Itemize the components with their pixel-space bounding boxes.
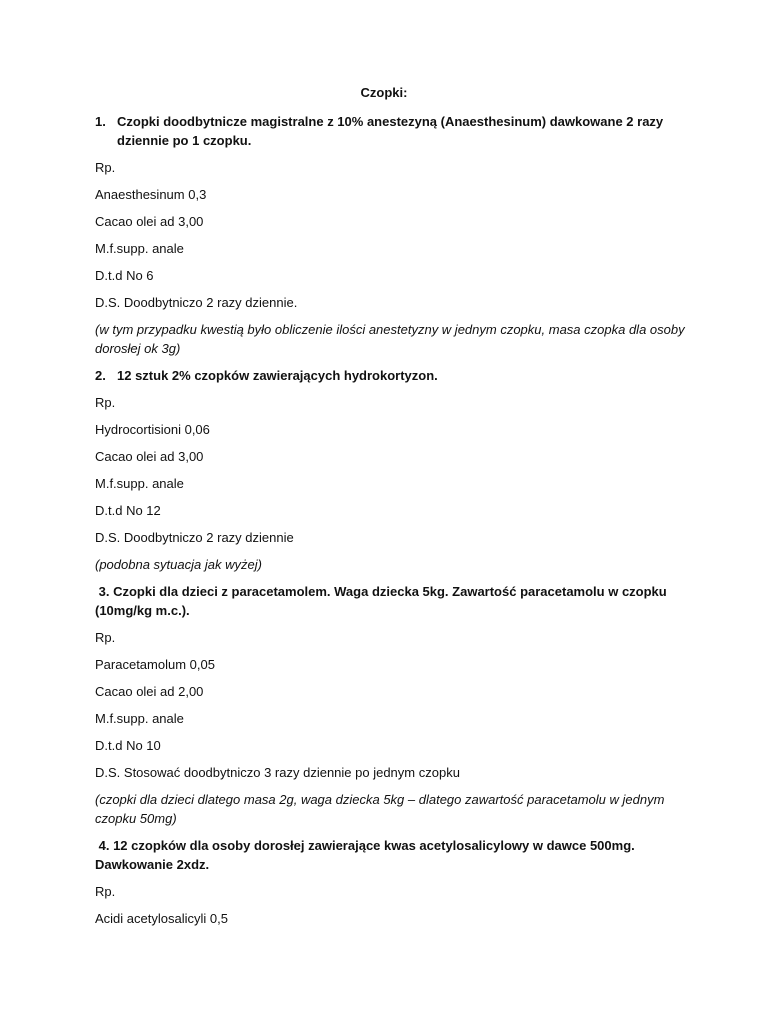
- rx-line: M.f.supp. anale: [95, 476, 184, 491]
- item-number: 1.: [95, 114, 106, 129]
- rx-line: M.f.supp. anale: [95, 711, 184, 726]
- item-note: (w tym przypadku kwestią było obliczenie ilości anestetyzny w jednym czopku, masa czopka dla osoby dorosłej ok 3g): [95, 322, 685, 356]
- rx-line: Rp.: [95, 884, 116, 899]
- rx-line: Acidi acetylosalicyli 0,5: [95, 911, 228, 926]
- item-note: (czopki dla dzieci dlatego masa 2g, waga dziecka 5kg – dlatego zawartość paracetamolu w jednym czopku 50mg): [95, 792, 665, 826]
- rx-line: Cacao olei ad 3,00: [95, 449, 204, 464]
- item-heading-text: Czopki doodbytnicze magistralne z 10% anestezyną (Anaesthesinum) dawkowane 2 razy dziennie po 1 czopku.: [117, 114, 664, 148]
- item-heading-text: 3. Czopki dla dzieci z paracetamolem. Waga dziecka 5kg. Zawartość paracetamolu w czopku (10mg/kg m.c.).: [95, 584, 671, 618]
- item-heading-text: 12 sztuk 2% czopków zawierających hydrokortyzon.: [117, 368, 438, 383]
- item-note: (podobna sytuacja jak wyżej): [95, 557, 262, 572]
- rx-line: Paracetamolum 0,05: [95, 657, 215, 672]
- document-title: Czopki:: [360, 85, 408, 100]
- prescription-item-1: [95, 112, 685, 358]
- rx-line: D.S. Doodbytniczo 2 razy dziennie.: [95, 295, 298, 310]
- rx-line: D.t.d No 6: [95, 268, 154, 283]
- rx-line: Rp.: [95, 160, 116, 175]
- prescription-item-3: [95, 582, 685, 828]
- rx-line: Rp.: [95, 630, 116, 645]
- rx-line: D.t.d No 12: [95, 503, 161, 518]
- rx-line: Cacao olei ad 2,00: [95, 684, 204, 699]
- rx-line: D.t.d No 10: [95, 738, 161, 753]
- rx-line: Anaesthesinum 0,3: [95, 187, 207, 202]
- prescription-item-2: [95, 366, 685, 574]
- rx-line: M.f.supp. anale: [95, 241, 184, 256]
- item-heading-text: 4. 12 czopków dla osoby dorosłej zawierające kwas acetylosalicylowy w dawce 500mg. Dawkowanie 2xdz.: [95, 838, 639, 872]
- rx-line: D.S. Doodbytniczo 2 razy dziennie: [95, 530, 294, 545]
- item-heading: [95, 112, 685, 150]
- rx-line: D.S. Stosować doodbytniczo 3 razy dziennie po jednym czopku: [95, 765, 460, 780]
- document-content: [95, 112, 685, 936]
- rx-line: Rp.: [95, 395, 116, 410]
- item-number: 2.: [95, 368, 106, 383]
- rx-line: Hydrocortisioni 0,06: [95, 422, 210, 437]
- prescription-item-4: [95, 836, 685, 928]
- item-heading: [95, 366, 685, 385]
- rx-line: Cacao olei ad 3,00: [95, 214, 204, 229]
